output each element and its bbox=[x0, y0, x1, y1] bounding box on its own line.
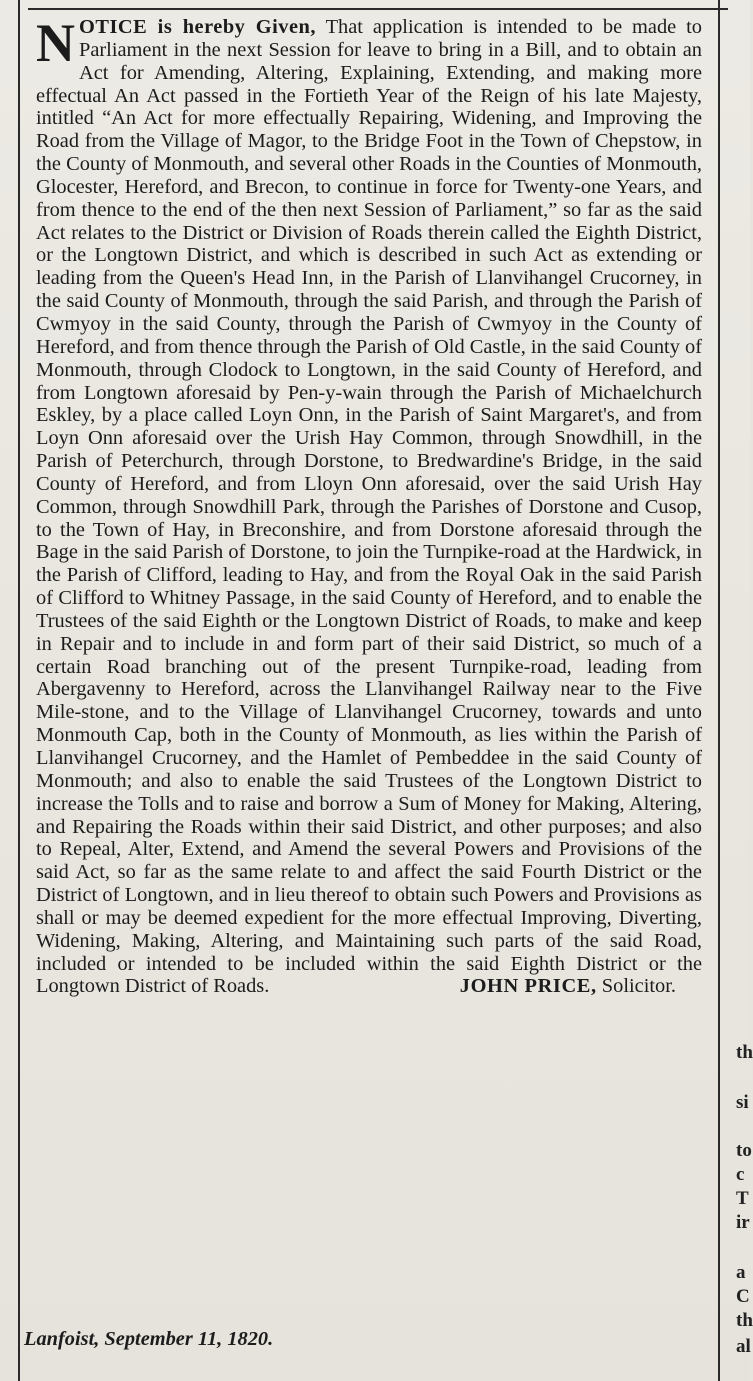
adjacent-column-fragment: C bbox=[736, 1286, 750, 1307]
notice-column bbox=[36, 13, 703, 998]
adjacent-column-fragment: a bbox=[736, 1262, 746, 1283]
signature-title: Solicitor. bbox=[596, 975, 676, 998]
signature bbox=[460, 975, 676, 998]
top-rule bbox=[28, 8, 728, 10]
adjacent-column-fragment: c bbox=[736, 1164, 745, 1185]
adjacent-column-fragment: si bbox=[736, 1092, 749, 1113]
notice-text bbox=[36, 13, 703, 998]
signature-name: JOHN PRICE, bbox=[459, 975, 597, 998]
drop-cap: N bbox=[36, 13, 75, 73]
notice-lead: OTICE is hereby Given, bbox=[79, 16, 316, 38]
dateline: Lanfoist, September 11, 1820. bbox=[24, 1328, 274, 1350]
adjacent-column-fragment: th bbox=[736, 1310, 753, 1331]
left-column-rule bbox=[18, 0, 20, 1381]
adjacent-column-fragment: th bbox=[736, 1042, 753, 1063]
right-column-rule bbox=[718, 0, 720, 1381]
adjacent-column-fragment: ir bbox=[736, 1212, 750, 1233]
adjacent-column-fragment: al bbox=[736, 1336, 751, 1357]
adjacent-column-fragment: T bbox=[736, 1188, 749, 1209]
signature-line bbox=[36, 975, 702, 998]
notice-body: That application is intended to be made to Parliament in the next Session for leave to bring in a Bill, and to obtain an Act for Amending, Altering, Explaining, Extending, and making more effectual An Act passed in the Fortieth Year of the Reign of his late Majesty, intitled “An Act for more effectually Repairing, Widening, and Improving the Road from the Village of Magor, to the Bridge Foot in the Town of Chepstow, in the County of Monmouth, and several other Roads in the Counties of Monmouth, Glocester, Hereford, and Brecon, to continue in force for Twenty-one Years, and from thence to the end of the then next Session of Parliament,” so far as the said Act relates to the District or Division of Roads therein called the Eighth District, or the Longtown District, and which is described in such Act as extending or leading from the Queen's Head Inn, in the Parish of Llanvihangel Crucorney, in the said County of Monmouth, through the said Parish, and through the Parish of Cwmyoy in the said County, through the Parish of Cwmyoy in the County of Hereford, and from thence through the Parish of Old Castle, in the said County of Monmouth, through Clodock to Longtown, in the said County of Hereford, and from Longtown aforesaid by Pen-y-wain through the Parish of Michaelchurch Eskley, by a place called Loyn Onn, in the Parish of Saint Margaret's, and from Loyn Onn aforesaid over the Urish Hay Common, through Snowdhill, in the Parish of Peterchurch, through Dorstone, to Bredwardine's Bridge, in the said County of Hereford, and from Lloyn Onn aforesaid, over the said Urish Hay Common, through Snowdhill Park, through the Parishes of Dorstone and Cusop, to the Town of Hay, in Breconshire, and from Dorstone aforesaid through the Bage in the said Parish of Dorstone, to join the Turnpike-road at the Hardwick, in the Parish of Clifford, leading to Hay, and from the Royal Oak in the said Parish of Clifford to Whitney Passage, in the said County of Hereford, and to enable the Trustees of the said Eighth or the Longtown District of Roads, to make and keep in Repair and to include in and form part of their said District, so much of a certain Road branching out of the present Turnpike-road, leading from Abergavenny to Hereford, across the Llanvihangel Railway near to the Five Mile-stone, and to the Village of Llanvihangel Crucorney, towards and unto Monmouth Cap, both in the County of Monmouth, as lies within the Parish of Llanvihangel Crucorney, and the Hamlet of Pembeddee in the said County of Monmouth; and also to enable the said Trustees of the Longtown District to increase the Tolls and to raise and borrow a Sum of Money for Making, Altering, and Repairing the Roads within their said District, and other purposes; and also to Repeal, Alter, Extend, and Amend the several Powers and Provisions of the said Act, so far as the same relate to and affect the said Fourth District or the District of Longtown, and in lieu thereof to obtain such Powers and Provisions as shall or may be deemed expedient for the more effectual Improving, Diverting, Widening, Making, Altering, and Maintaining such parts of the said Road, included or intended to be included within the said Eighth District or the Longtown District of Roads. bbox=[36, 16, 703, 998]
adjacent-column-fragment: to bbox=[736, 1140, 752, 1161]
